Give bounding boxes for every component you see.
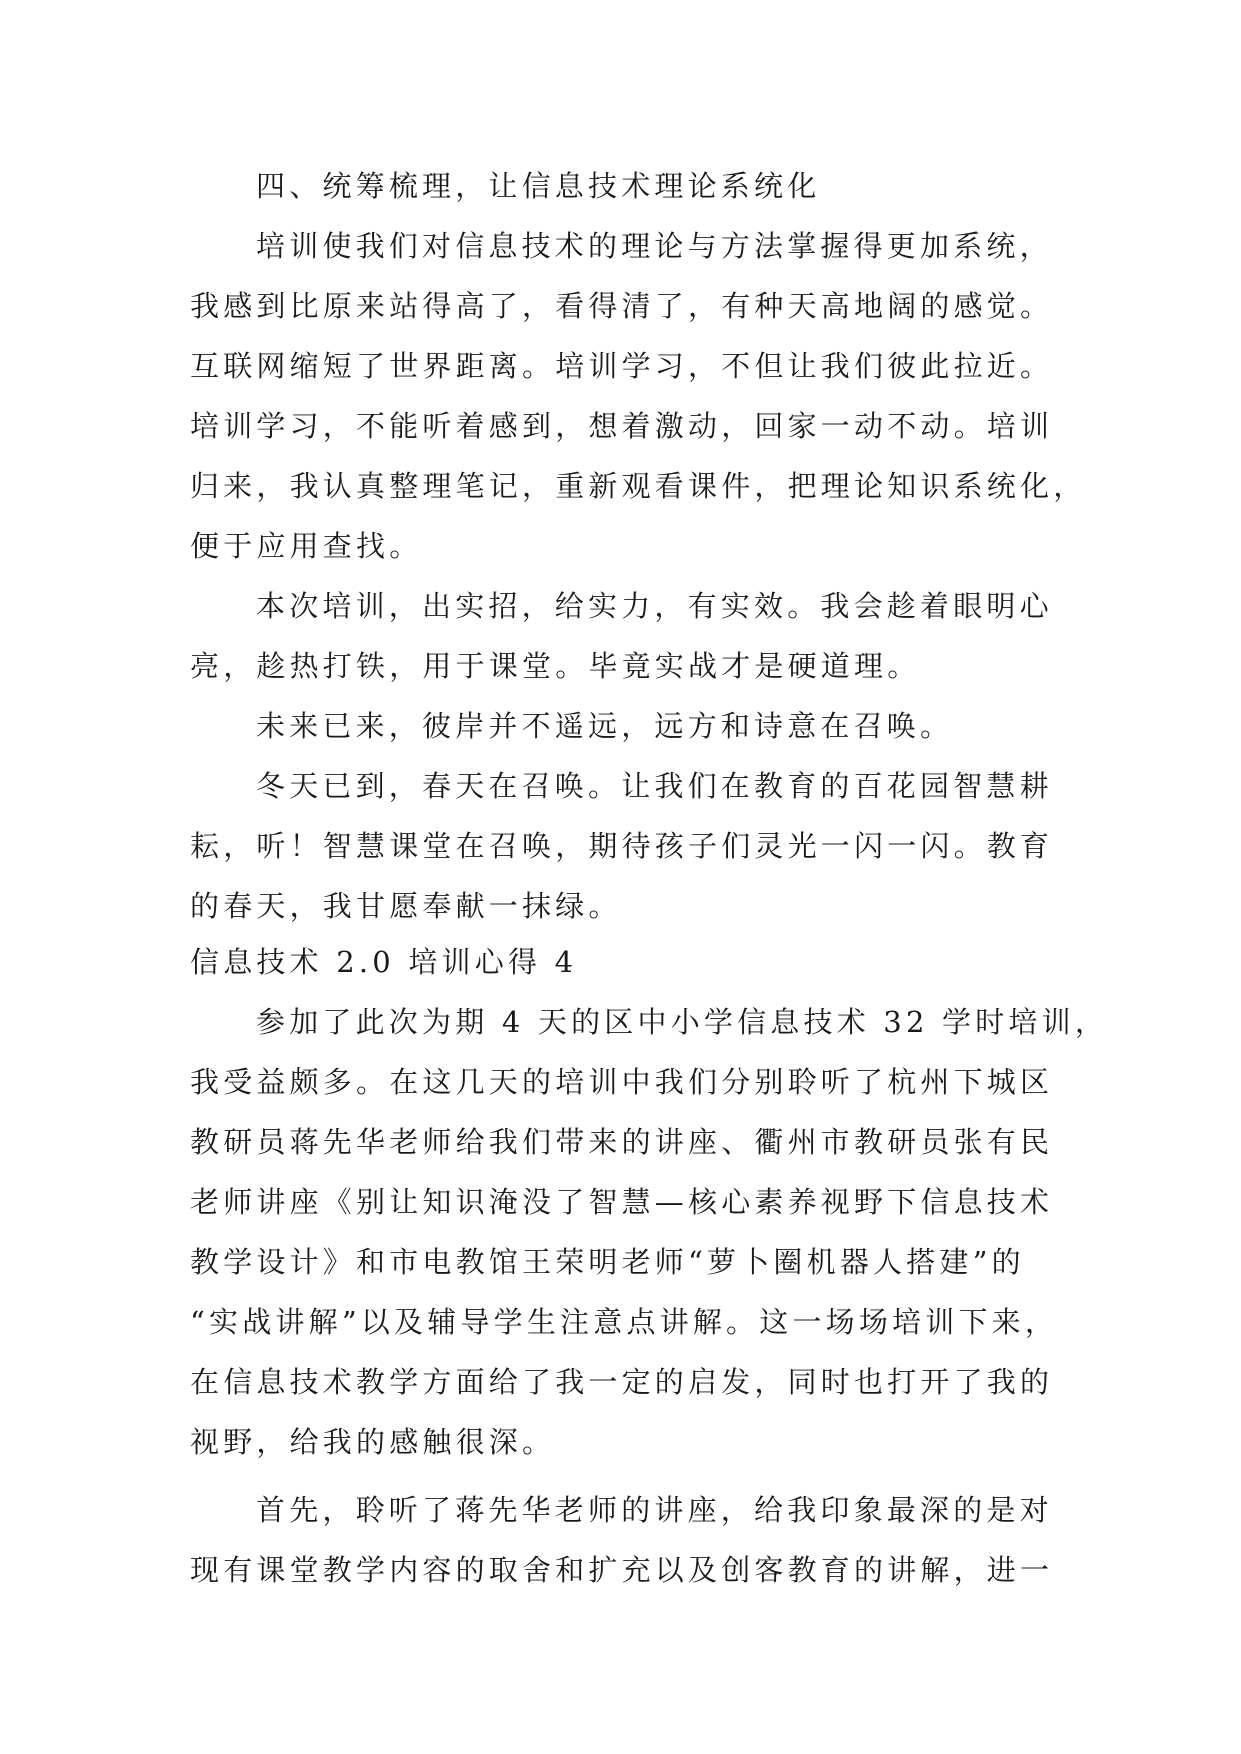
paragraph-line: 教学设计》和市电教馆王荣明老师“萝卜圈机器人搭建”的 [190,1245,1025,1279]
paragraph-line: 归来，我认真整理笔记，重新观看课件，把理论知识系统化， [190,469,1087,503]
paragraph-line: 教研员蒋先华老师给我们带来的讲座、衢州市教研员张有民 [190,1125,1054,1159]
paragraph-line: 我受益颇多。在这几天的培训中我们分别聆听了杭州下城区 [190,1065,1054,1099]
paragraph-line: 互联网缩短了世界距离。培训学习，不但让我们彼此拉近。 [190,349,1054,383]
paragraph-line: 视野，给我的感触很深。 [190,1425,556,1459]
paragraph-line: “实战讲解”以及辅导学生注意点讲解。这一场场培训下来， [190,1305,1059,1339]
paragraph-line: 现有课堂教学内容的取舍和扩充以及创客教育的讲解，进一 [190,1553,1054,1587]
paragraph-line: 培训学习，不能听着感到，想着激动，回家一动不动。培训 [190,409,1054,443]
paragraph-line: 亮，趁热打铁，用于课堂。毕竟实战才是硬道理。 [190,649,921,683]
paragraph-line: 的春天，我甘愿奉献一抹绿。 [190,889,622,923]
paragraph-line: 老师讲座《别让知识淹没了智慧—核心素养视野下信息技术 [190,1185,1054,1219]
paragraph-line: 我感到比原来站得高了，看得清了，有种天高地阔的感觉。 [190,289,1054,323]
paragraph-line: 本次培训，出实招，给实力，有实效。我会趁着眼明心 [256,589,1053,623]
article-title: 信息技术 2.0 培训心得 4 [190,945,578,979]
paragraph-line: 在信息技术教学方面给了我一定的启发，同时也打开了我的 [190,1365,1054,1399]
paragraph-line: 便于应用查找。 [190,529,423,563]
paragraph-line: 耘，听！智慧课堂在召唤，期待孩子们灵光一闪一闪。教育 [190,829,1054,863]
section-heading: 四、统筹梳理，让信息技术理论系统化 [256,169,821,203]
paragraph-line: 参加了此次为期 4 天的区中小学信息技术 32 学时培训， [256,1005,1109,1039]
paragraph-line: 冬天已到，春天在召唤。让我们在教育的百花园智慧耕 [256,769,1053,803]
paragraph-line: 未来已来，彼岸并不遥远，远方和诗意在召唤。 [256,709,954,743]
paragraph-line: 首先，聆听了蒋先华老师的讲座，给我印象最深的是对 [256,1493,1053,1527]
paragraph-line: 培训使我们对信息技术的理论与方法掌握得更加系统， [256,229,1053,263]
